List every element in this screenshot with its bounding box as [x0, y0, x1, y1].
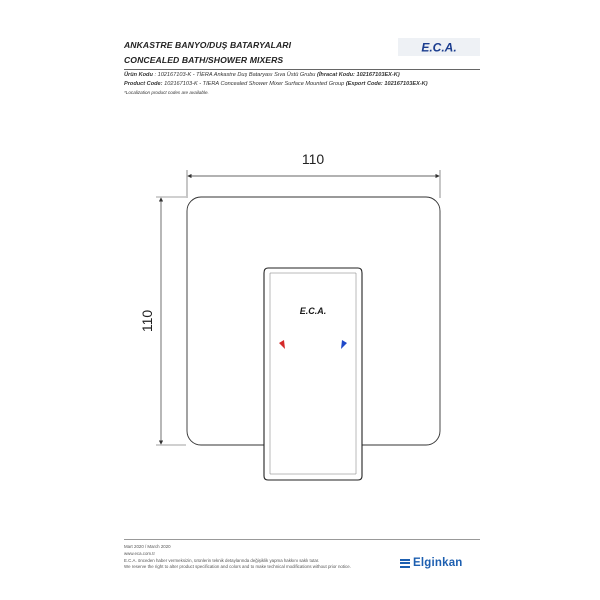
export-code-tr: (İhracat Kodu: 102167103EX-K) [316, 72, 400, 78]
footer-note-en: We reserve the right to alter product specification and colors and to make technical modifications without prior notice. [124, 564, 351, 569]
footer-website: www.eca.com.tr [124, 551, 155, 556]
product-code-label-en: Product Code: [124, 81, 163, 87]
mixer-handle [264, 268, 362, 480]
title-english: CONCEALED BATH/SHOWER MIXERS [124, 55, 284, 65]
elginkan-logo [400, 557, 463, 569]
export-code-en: (Export Code: 102167103EX-K) [345, 81, 428, 87]
handle-logo: E.C.A. [299, 306, 327, 316]
product-code-value-tr: : 102167103-K - TİERA Ankastre Duş Bataryası Sıva Üstü Grubu [154, 72, 316, 78]
footer-date: Mart 2020 / March 2020 [124, 544, 171, 549]
product-code-label-tr: Ürün Kodu [124, 72, 153, 78]
eca-logo-text: E.C.A. [421, 40, 457, 55]
product-code-value-en: 102167103-K - TIERA Concealed Shower Mixer Surface Mounted Group [164, 81, 345, 87]
width-dimension-label: 110 [301, 151, 325, 167]
footer-note-tr: E.C.A. önceden haber vermeksizin, ürünlerin teknik detaylarında değişiklik yapma hakkını saklı tutar. [124, 558, 320, 563]
localization-note: *Localization product codes are available. [124, 90, 209, 95]
elginkan-text: Elginkan [413, 557, 463, 569]
elginkan-mark-icon [400, 559, 410, 568]
height-dimension-label: 110 [139, 309, 155, 333]
title-turkish: ANKASTRE BANYO/DUŞ BATARYALARI [124, 40, 292, 50]
footer-rule [124, 539, 480, 540]
